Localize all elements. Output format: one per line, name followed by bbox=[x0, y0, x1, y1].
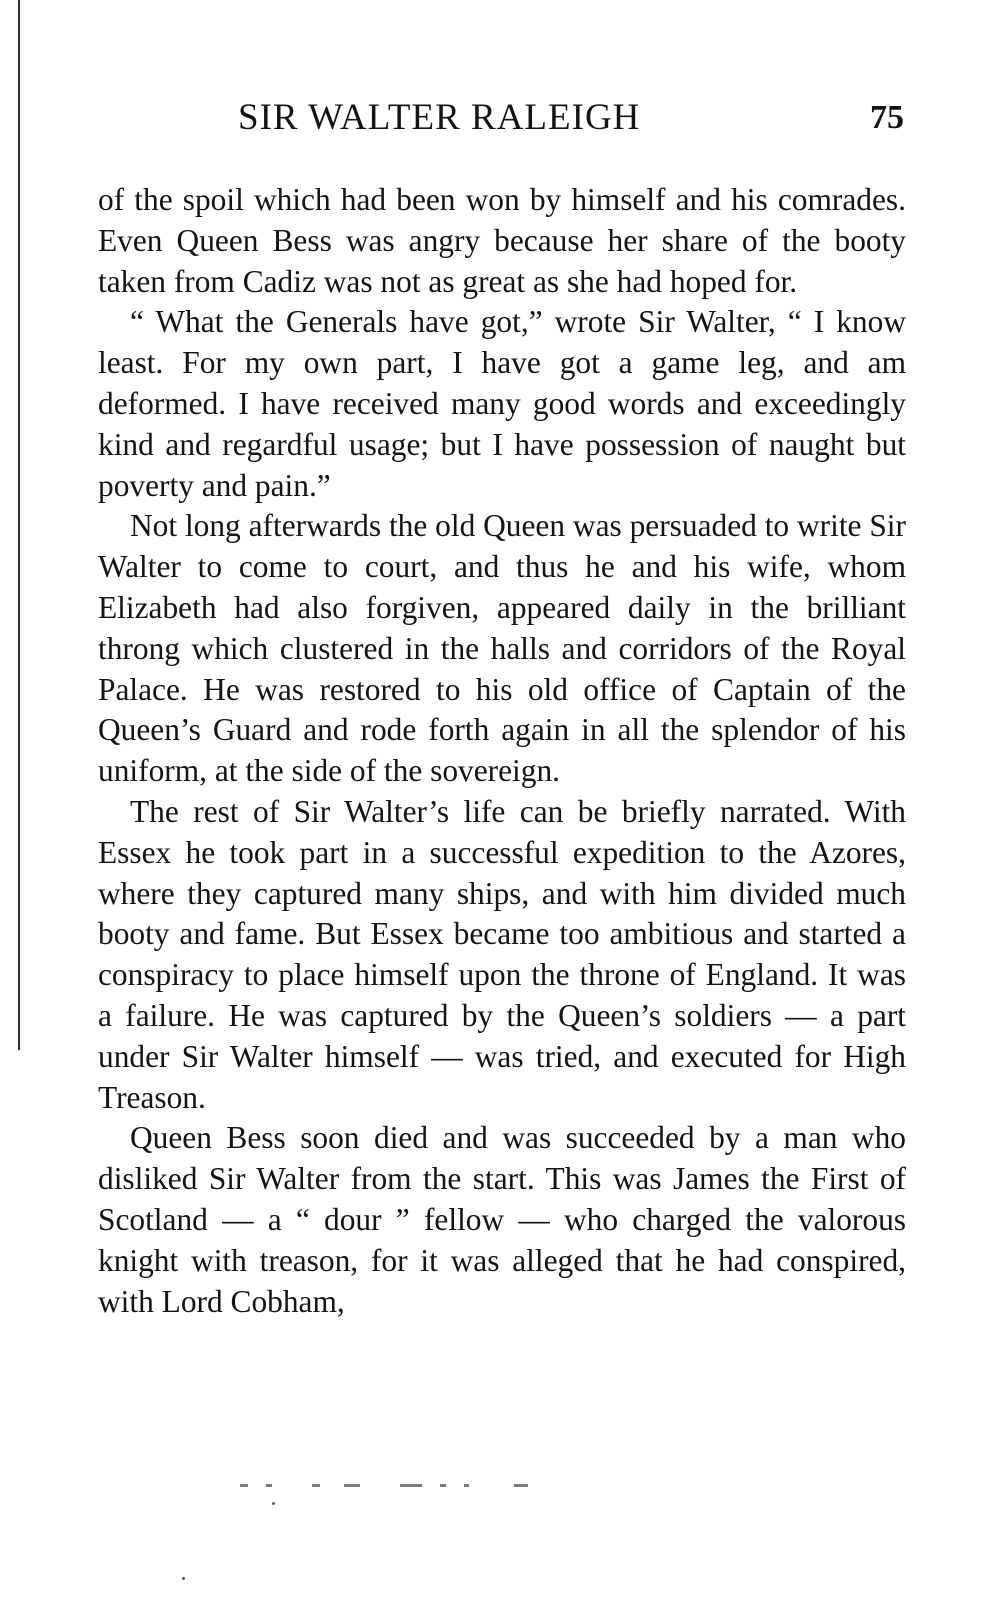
paragraph-essex: The rest of Sir Walter’s life can be briefly narrated. With Essex he took part in a successful expedition to the Azores, where they captured many ships, and with him divided much booty and fame. But Essex became too ambitious and started a conspiracy to place himself upon the throne of England. It was a failure. He was captured by the Queen’s soldiers — a part under Sir Walter himself — was tried, and executed for High Treason. bbox=[98, 793, 906, 1115]
paragraph-return-to-court: Not long afterwards the old Queen was persuaded to write Sir Walter to come to court, and thus he and his wife, whom Elizabeth had also forgiven, appeared daily in the brilliant throng which clustered in the halls and corridors of the Royal Palace. He was restored to his old office of Captain of the Queen’s Guard and rode forth again in all the splendor of his uniform, at the side of the sovereign. bbox=[98, 508, 906, 789]
page-binding-edge bbox=[18, 0, 20, 1050]
paragraph-continued: of the spoil which had been won by himself and his comrades. Even Queen Bess was angry because her share of the booty taken from Cadiz was not as great as she had hoped for. bbox=[98, 182, 906, 299]
paper-speck bbox=[272, 1502, 275, 1505]
page-number: 75 bbox=[870, 99, 904, 136]
paragraph-raleigh-quote: “ What the Generals have got,” wrote Sir Walter, “ I know least. For my own part, I have got a game leg, and am deformed. I have received many good words and exceedingly kind and regardful usage; but I have possession of naught but poverty and pain.” bbox=[98, 304, 906, 503]
show-through-marks bbox=[240, 1484, 560, 1490]
paragraph-james-first: Queen Bess soon died and was succeeded by a man who disliked Sir Walter from the start. This was James the First of Scotland — a “ dour ” fellow — who charged the valorous knight with treason, for it was alleged that he had conspired, with Lord Cobham, bbox=[98, 1120, 906, 1319]
running-head bbox=[98, 96, 908, 140]
paper-speck bbox=[182, 1577, 185, 1580]
body-text bbox=[98, 180, 906, 1322]
running-title: SIR WALTER RALEIGH bbox=[238, 97, 641, 138]
